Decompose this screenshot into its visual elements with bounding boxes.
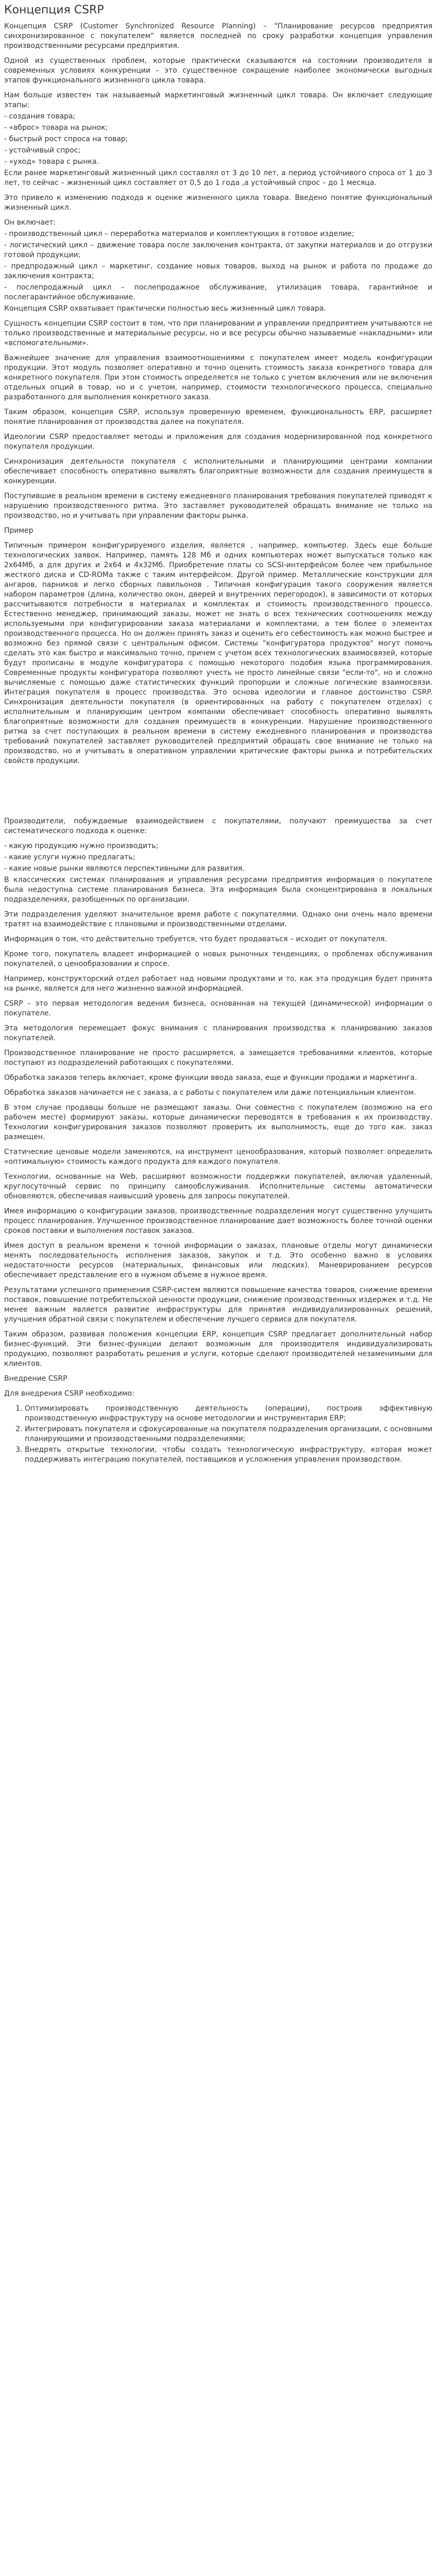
- overview-paragraph: - «вброс» товара на рынок;: [4, 124, 108, 132]
- overview-paragraph: Синхронизация деятельности покупателя с исполнительными и планирующими центрами компании обеспечивает способность оперативно выявлять благоприятные возможности для создания преимуществ в конкуренции.: [4, 457, 432, 485]
- section-overview: [4, 22, 432, 766]
- overview-paragraph: Сущность концепции CSRP состоит в том, что при планировании и управлении предприятием учитываются не только производственные и материальные ресурсы, но и все ресурсы обычно называемые «накладными» или «вспомогательными».: [4, 319, 432, 347]
- customer-paragraph: Кроме того, покупатель владеет информацией о новых рыночных тенденциях, о проблемах обслуживания покупателей, о ценообразовании и спросе.: [4, 950, 432, 968]
- customer-paragraph: Внедрение CSRP: [4, 1375, 67, 1383]
- overview-paragraph: - предпродажный цикл – маркетинг, создание новых товаров, выход на рынок и работа по продаже до заключения контракта;: [4, 262, 432, 280]
- customer-paragraph: Результатами успешного применения CSRP-систем являются повышение качества товаров, снижение времени поставок, повышение потребительской ценности продукции, снижение производственных издержек и т.д. Не менее важным является развитие инфраструктуры для принятия индивидуализированных решений, улучшения обратной связи с покупателем и обеспечение лучшего сервиса для покупателя.: [4, 1286, 432, 1324]
- overview-paragraph: - логистический цикл – движение товара после заключения контракта, от закупки материалов и до отгрузки готовой продукции;: [4, 241, 432, 259]
- customer-paragraph: Эти подразделения уделяют значительное время работе с покупателями. Однако они очень мало времени тратят на взаимодействие с плановыми и производственными отделами.: [4, 910, 432, 928]
- implementation-steps-list: [4, 1404, 432, 1465]
- customer-paragraph: Производители, побуждаемые взаимодействием с покупателями, получают преимущества за счет систематического подхода к оценке:: [4, 817, 432, 835]
- customer-paragraph: - какую продукцию нужно производить;: [4, 842, 159, 850]
- implementation-step: 3. Внедрять открытые технологии, чтобы создать технологическую инфраструктуру, которая может поддерживать интеграцию покупателей, поставщиков и усложнения управления производством.: [25, 1445, 432, 1465]
- customer-paragraph: - какие услуги нужно предлагать;: [4, 853, 135, 861]
- customer-paragraph: Имея доступ в реальном времени к точной информации о заказах, плановые отделы могут динамически менять последовательность исполнения заказов, закупок и т.д. Это особенно важно в условиях недостаточности ресурсов (материальных, финансовых или людских). Маневрированием ресурсов обеспечивает представление его в нужном объеме в нужное время.: [4, 1242, 432, 1279]
- overview-paragraph: - устойчивый спрос;: [4, 146, 81, 155]
- customer-paragraph: Например, конструкторский отдел работает над новыми продуктами и то, как эта продукция будет принята на рынке, является для него жизненно важной информацией.: [4, 975, 432, 993]
- customer-paragraph: Обработка заказов начинается не с заказа, а с работы с покупателем или даже потенциальным клиентом.: [4, 1089, 416, 1097]
- overview-paragraph: Важнейшее значение для управления взаимоотношениями с покупателем имеет модель конфигурации продукции. Этот модуль позволяет оперативно и точно оценить стоимость заказа конкретного товара для конкретного покупателя. При этом стоимость определяется не только с учетом включения или не включения отдельных опций в товар, но и с учетом, например, стоимости технологического процесса, специально разработанного для выполнения конкретного заказа.: [4, 354, 432, 401]
- overview-paragraph: Концепция CSRP (Customer Synchronized Resource Planning) – "Планирование ресурсов предприятия синхронизированное с покупателем" является последней по сроку разработки концепция управления производственными ресурсами предприятия.: [4, 22, 432, 50]
- overview-paragraph: - производственный цикл – переработка материалов и комплектующих в готовое изделие;: [4, 230, 354, 238]
- overview-paragraph: - создания товара;: [4, 112, 76, 121]
- overview-paragraph: Нам больше известен так называемый маркетинговый жизненный цикл товара. Он включает следующие этапы:: [4, 91, 432, 109]
- customer-paragraph: Таким образом, развивая положения концепции ERP, концепция CSRP предлагает дополнительный набор бизнес-функций. Эти бизнес-функции делают возможным для производителя индивидуализировать продукцию, позволяют разработать решения и услуги, которые сделают производителей незаменимыми для клиентов.: [4, 1330, 432, 1368]
- customer-paragraph: CSRP – это первая методология ведения бизнеса, основанная на текущей (динамической) информации о покупателе.: [4, 999, 432, 1018]
- customer-paragraph: Эта методология перемещает фокус внимания с планирования производства к планированию заказов покупателей.: [4, 1024, 432, 1042]
- overview-paragraph: - быстрый рост спроса на товар;: [4, 135, 128, 143]
- customer-paragraph: В классических системах планирования и управления ресурсами предприятия информация о покупателе была недоступна системе планирования бизнеса. Эта информация была сконцентрирована в локальных подразделениях, разобщенных по организации.: [4, 876, 432, 904]
- overview-paragraph: Пример: [4, 527, 33, 535]
- overview-paragraph: Поступившие в реальном времени в систему ежедневного планирования требования покупателей приводят к нарушению производственного ритма. Это заставляет руководителей обращать внимание не только на производство, но и учитывать при управлении факторы рынка.: [4, 492, 432, 520]
- customer-paragraph: В этом случае продавцы больше не размещают заказы. Они совместно с покупателем (возможно на его рабочем месте) формируют заказы, которые динамически переводятся в требования к их производству. Технологии конфигурирования заказов позволяют проверить их выполнимость, еще до того как. заказ размещен.: [4, 1104, 432, 1141]
- page-title: Концепция CSRP: [4, 4, 104, 16]
- customer-paragraph: Производственное планирование не просто расширяется, а замещается требованиями клиентов, которые поступают из подразделений работающих с покупателями.: [4, 1049, 432, 1067]
- overview-paragraph: Идеологии CSRP предоставляет методы и приложения для создания модернизированной под конкретного покупателя продукции.: [4, 433, 432, 451]
- overview-paragraph: Он включает:: [4, 218, 56, 227]
- overview-paragraph: - «уход» товара с рынка.: [4, 158, 99, 166]
- customer-paragraph: - какие новые рынки являются перспективными для развития.: [4, 865, 245, 873]
- implementation-step: 2. Интегрировать покупателя и сфокусированные на покупателя подразделения организации, с основными планирующими и производственными подразделениями;: [25, 1425, 432, 1444]
- overview-paragraph: Концепция CSRP охватывает практически полностью весь жизненный цикл товара.: [4, 304, 326, 313]
- overview-paragraph: Если ранее маркетинговый жизненный цикл составлял от 3 до 10 лет, а период устойчивого спроса от 1 до 3 лет, то сейчас – жизненный цикл составляет от 0,5 до 1 года ,а устойчивый спрос – до 1 месяца.: [4, 169, 432, 187]
- overview-paragraph: Одной из существенных проблем, которые практически сказываются на состоянии производителя в современных условиях конкуренции – это существенное сокращение наиболее экономически выгодных этапов функционального жизненного цикла товара.: [4, 57, 432, 84]
- customer-paragraph: Имея информацию о конфигурации заказов, производственные подразделения могут существенно улучшить процесс планирования. Улучшенное производственное планирование дает возможность более точной оценки сроков поставки и выполнения поставок заказов.: [4, 1207, 432, 1235]
- customer-paragraph: Технологии, основанные на Web, расширяют возможности поддержки покупателей, включая удаленный, круглосуточный сервис по принципу самообслуживания. Исполнительные системы автоматически обновляются, обеспечивая наивысший уровень для запросы покупателей.: [4, 1173, 432, 1200]
- section-gap: [4, 771, 432, 817]
- implementation-step: 1. Оптимизировать производственную деятельность (операции), построив эффективную производственную инфраструктуру на основе методологии и инструментария ERP;: [25, 1404, 432, 1423]
- overview-paragraph: Таким образом, концепция CSRP, используя проверенную временем, функциональность ERP, расширяет понятие планирования от производства далее на покупателя.: [4, 408, 432, 426]
- section-customer-integration: [4, 817, 432, 1399]
- overview-paragraph: Типичным примером конфигурируемого изделия, является , например, компьютер. Здесь еще больше технологических заявок. Например, память 128 Мб и одних компьютерах может выпускаться только как 2х64Мб, а для других и 2х64 и 4х32Мб. Приобретение платы со SCSI-интерфейсом более чем прибыльное жесткого диска и CD-ROMа также с таким интерфейсом. Другой пример. Металлические конструкции для ангаров, парников и легко сборных павильонов . Типичная конфигурация такого сооружения является набором параметров (длина, количество окон, дверей и внутренних перегородок), в зависимости от которых рассчитываются потребности в материалах и комплектах и стоимость производственного процесса. Естественно менеджер, принимающий заказы, может не знать о всех технических соотношениях между используемыми при конфигурировании заказа материалами и комплектами, а тем более о элементах производственного процесса. Но он должен принять заказ и оценить его себестоимость как можно быстрее и возможно без прямой связи с центральным офисом. Системы "конфигуратора продуктов" могут помочь сделать это как быстро и максимально точно, причем с учетом всех технологических взаимосвязей, которые будут прописаны в модуле конфигуратора с помощью некоторого подобия языка программирования. Современные продукты конфигуратора позволяют учесть не просто линейные связи "если-то", но и сложно вычисляемые с помощью даже статистических функций пропорции и сложные логические взаимосвязи. Интеграция покупателя в процесс производства. Это основа идеологии и главное достоинство CSRP. Синхронизация деятельности покупателя (в ориентированных на работу с покупателем отделах) с исполнительным и планирующим центром компании обеспечивает способность оперативно выявлять благоприятные возможности для создания преимуществ в конкуренции. Нарушение производственного ритма за счет поступающих в реальном времени в систему ежедневного планирования и производства требований покупателей заставляет руководителей предприятий обращать свое внимание не только на производство, но и учитывать в оперативном управлении критические факторы рынка и потребительских свойств продукции.: [4, 541, 432, 765]
- overview-paragraph: - послепродажный цикл – послепродажное обслуживание, утилизация товара, гарантийное и послегарантийное обслуживание.: [4, 283, 432, 301]
- customer-paragraph: Информация о том, что действительно требуется, что будет продаваться – исходит от покупателя.: [4, 935, 387, 943]
- customer-paragraph: Для внедрения CSRP необходимо:: [4, 1389, 134, 1398]
- customer-paragraph: Статические ценовые модели заменяются, на инструмент ценообразования, который позволяет определить «оптимальную» стоимость каждого продукта для каждого покупателя.: [4, 1148, 432, 1166]
- overview-paragraph: Это привело к изменению подхода к оценке жизненного цикла товара. Введено понятие функциональный жизненный цикл.: [4, 194, 432, 212]
- customer-paragraph: Обработка заказов теперь включает, кроме функции ввода заказа, еще и функции продажи и маркетинга.: [4, 1074, 417, 1082]
